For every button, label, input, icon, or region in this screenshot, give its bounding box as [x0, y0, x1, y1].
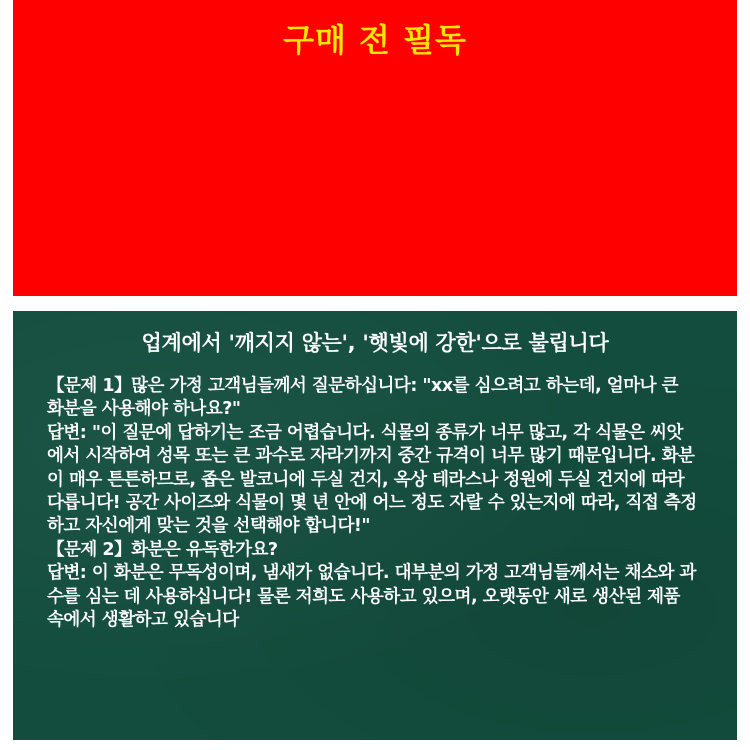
faq-answer-2: 답변: 이 화분은 무독성이며, 냄새가 없습니다. 대부분의 가정 고객님들께서는 채소와 과수를 심는 데 사용하십니다! 물론 저희도 사용하고 있으며, 오랫동안 새로 생산된 제품 속에서 생활하고 있습니다	[47, 563, 696, 631]
faq-question-2: 【문제 2】화분은 유독한가요?	[47, 539, 278, 560]
faq-list	[47, 375, 697, 632]
notice-banner	[13, 0, 737, 296]
faq-question-1: 【문제 1】많은 가정 고객님들께서 질문하십니다: "xx를 심으려고 하는데, 얼마나 큰 화분을 사용해야 하나요?"	[47, 376, 678, 420]
banner-title: 구매 전 필독	[283, 21, 467, 59]
faq-answer-1: 답변: "이 질문에 답하기는 조금 어렵습니다. 식물의 종류가 너무 많고, 각 식물은 씨앗에서 시작하여 성목 또는 큰 과수로 자라기까지 중간 규격이 너무 많기 때문입니다. 화분이 매우 튼튼하므로, 좁은 발코니에 두실 건지, 옥상 테라스나 정원에 두실 건지에 따라 다릅니다! 공간 사이즈와 식물이 몇 년 안에 어느 정도 자랄 수 있는지에 따라, 직접 측정하고 자신에게 맞는 것을 선택해야 합니다!"	[47, 422, 697, 537]
board-heading: 업계에서 '깨지지 않는', '햇빛에 강한'으로 불립니다	[141, 331, 609, 355]
faq-board	[13, 311, 737, 740]
